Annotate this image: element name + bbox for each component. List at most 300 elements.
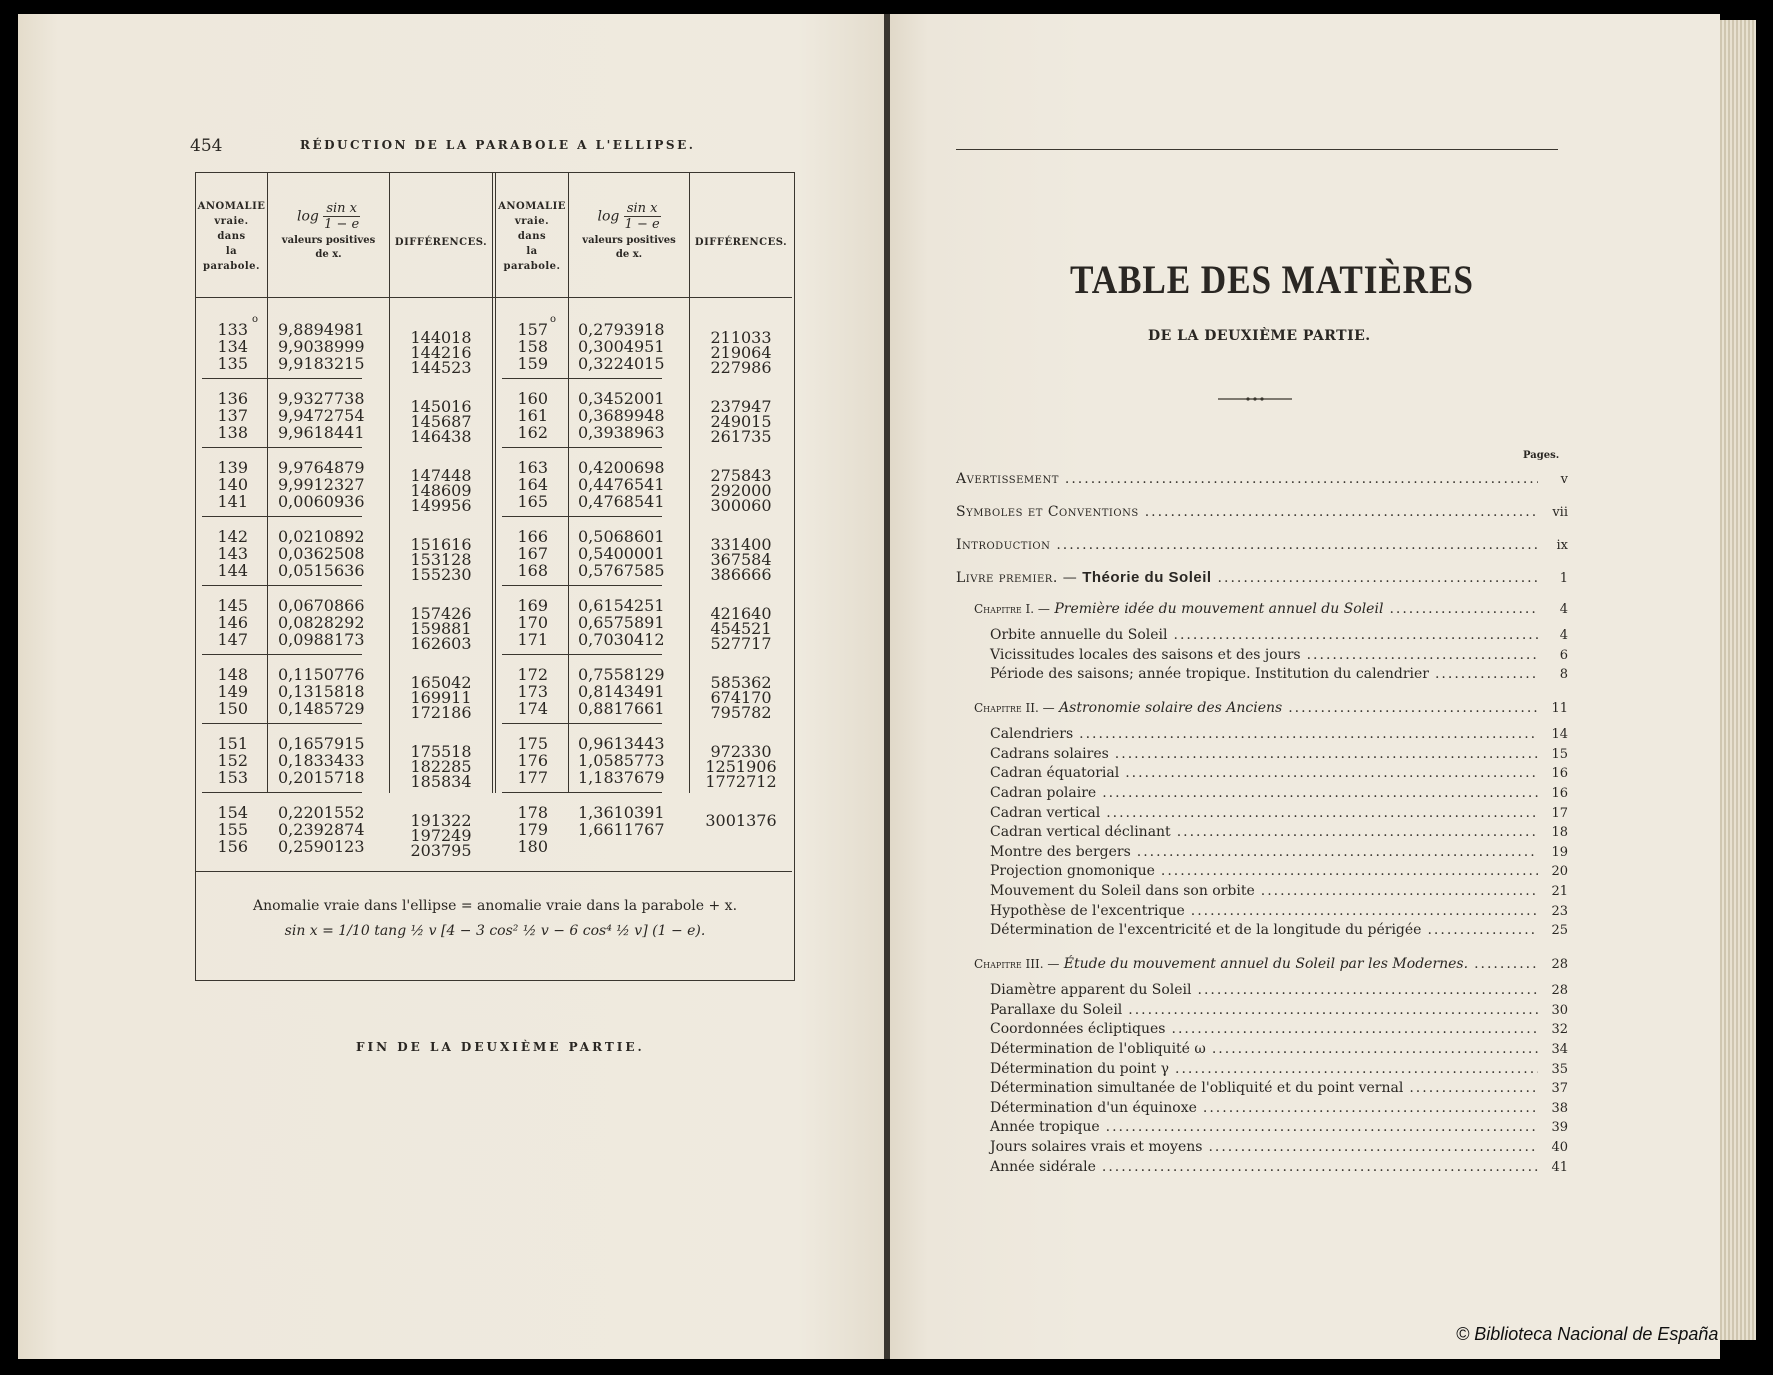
angle-cell: 159: [517, 354, 548, 373]
angle-cell: 161: [517, 406, 548, 425]
toc-entry-label: Période des saisons; année tropique. Institution du calendrier: [990, 666, 1429, 683]
anomalie-header-left: [196, 199, 267, 274]
log-subtitle: valeurs positives: [582, 235, 676, 246]
difference-cell: 153128: [410, 550, 472, 569]
toc-entry[interactable]: [990, 1000, 1568, 1020]
toc-entry-label: Année sidérale: [990, 1158, 1096, 1175]
dot-leader: [1208, 1137, 1538, 1157]
difference-cell: 191322: [410, 811, 472, 830]
log-value-cell: 0,4476541: [578, 475, 665, 494]
angle-cell: 153: [217, 768, 248, 787]
dot-leader: [1191, 901, 1538, 921]
block-rule: [202, 792, 362, 793]
difference-cell: 145687: [410, 412, 472, 431]
header-line: la: [225, 246, 238, 257]
toc-page-number: 4: [1559, 628, 1568, 643]
angle-cell: 175: [517, 734, 548, 753]
difference-cell: 972330: [710, 742, 772, 761]
toc-entry[interactable]: [990, 625, 1568, 645]
block-rule: [202, 378, 362, 379]
log-value-cell: 0,3689948: [578, 406, 665, 425]
toc-entry[interactable]: [990, 645, 1568, 665]
log-value-cell: 1,3610391: [578, 803, 665, 822]
difference-cell: 165042: [410, 673, 472, 692]
toc-page-number: 18: [1551, 825, 1568, 841]
toc-page-number: 30: [1551, 1002, 1568, 1018]
dot-leader: [1125, 763, 1538, 783]
angle-cell: 155: [217, 820, 248, 839]
dot-leader: [1106, 1117, 1538, 1137]
difference-cell: 249015: [710, 412, 772, 431]
log-value-cell: 0,3452001: [578, 389, 665, 408]
toc-page-number: 28: [1551, 957, 1568, 973]
toc-entry[interactable]: [956, 568, 1568, 588]
difference-cell: 300060: [710, 496, 772, 515]
ornament-icon: [1218, 397, 1292, 401]
angle-cell: 134: [217, 337, 248, 356]
log-value-cell: 0,7030412: [578, 630, 665, 649]
chapter-title: Étude du mouvement annuel du Soleil par les Modernes.: [1063, 956, 1469, 973]
log-value-cell: 0,4200698: [578, 458, 665, 477]
toc-page-number: 41: [1551, 1159, 1568, 1175]
block-rule: [502, 792, 662, 793]
table-rule: [568, 173, 569, 793]
log-value-cell: 9,9472754: [278, 406, 365, 425]
differences-header-left: DIFFÉRENCES.: [394, 237, 488, 248]
angle-cell: 171: [517, 630, 548, 649]
toc-entry[interactable]: [990, 783, 1568, 803]
toc-page-number: 34: [1551, 1042, 1568, 1057]
table-rule: [267, 173, 268, 793]
toc-entry[interactable]: [990, 803, 1568, 823]
log-value-cell: 9,9912327: [278, 475, 365, 494]
toc-entry[interactable]: [990, 1019, 1568, 1039]
block-rule: [202, 654, 362, 655]
chapter-number: Chapitre III. —: [974, 957, 1060, 972]
dot-leader: [1177, 822, 1538, 842]
difference-cell: 197249: [410, 826, 472, 845]
log-subtitle: valeurs positives: [281, 235, 376, 246]
toc-entry[interactable]: [956, 535, 1568, 555]
degree-mark-left: o: [252, 314, 259, 325]
difference-cell: 3001376: [705, 811, 777, 830]
toc-entry-label: [974, 599, 1383, 619]
dot-leader: [1288, 698, 1538, 718]
difference-cell: 275843: [710, 466, 772, 485]
dot-leader: [1389, 599, 1538, 619]
log-value-cell: 0,0515636: [278, 561, 365, 580]
log-value-cell: 0,0362508: [278, 544, 365, 563]
toc-page-number: 23: [1551, 903, 1568, 919]
toc-entry-label: Calendriers: [990, 726, 1074, 743]
fraction-numerator: sin x: [624, 201, 661, 217]
toc-entry-label: Détermination de l'obliquité ω: [990, 1041, 1206, 1057]
toc-entry-label: Introduction: [956, 537, 1051, 553]
toc-entry[interactable]: [990, 763, 1568, 783]
log-value-cell: 0,1150776: [278, 665, 365, 684]
header-line: la: [526, 246, 538, 257]
header-line: vraie.: [214, 216, 249, 227]
difference-cell: 227986: [710, 358, 772, 377]
reduction-table: [195, 172, 795, 981]
log-value-cell: 0,0060936: [278, 492, 365, 511]
toc-entry[interactable]: [990, 664, 1568, 684]
block-rule: [502, 654, 662, 655]
toc-entry[interactable]: [990, 901, 1568, 921]
log-value-cell: 0,5068601: [578, 527, 665, 546]
dot-leader: [1307, 645, 1538, 665]
log-value-cell: 0,1485729: [278, 699, 365, 718]
toc-page-number: 40: [1551, 1140, 1568, 1155]
log-value-cell: 9,8894981: [278, 320, 365, 339]
dot-leader: [1106, 803, 1538, 823]
log-value-cell: 0,1657915: [278, 734, 365, 753]
difference-cell: 148609: [410, 481, 472, 500]
angle-cell: 135: [217, 354, 248, 373]
log-value-cell: 1,0585773: [578, 751, 665, 770]
page-title: TABLE DES MATIÈRES: [1070, 257, 1474, 302]
dot-leader: [1102, 783, 1538, 803]
block-rule: [202, 585, 362, 586]
angle-cell: 136: [217, 389, 248, 408]
toc-entry[interactable]: [990, 842, 1568, 862]
chapter-title: Astronomie solaire des Anciens: [1059, 700, 1283, 717]
end-of-part: FIN DE LA DEUXIÈME PARTIE.: [356, 1040, 645, 1054]
block-rule: [502, 447, 662, 448]
toc-page-number: v: [1560, 472, 1568, 487]
log-value-cell: 9,9038999: [278, 337, 365, 356]
log-fraction: [323, 201, 360, 232]
difference-cell: 367584: [710, 550, 772, 569]
log-value-cell: 0,0210892: [278, 527, 365, 546]
book-label: Livre premier. —: [956, 570, 1078, 586]
angle-cell: 158: [517, 337, 548, 356]
toc-entry[interactable]: [974, 599, 1568, 619]
dot-leader: [1203, 1098, 1538, 1118]
log-value-cell: 0,5767585: [578, 561, 665, 580]
log-value-cell: 0,2590123: [278, 837, 365, 856]
toc-entry[interactable]: [990, 861, 1568, 881]
angle-cell: 133: [217, 320, 248, 339]
difference-cell: 454521: [710, 619, 772, 638]
dot-leader: [1056, 535, 1538, 555]
angle-cell: 172: [517, 665, 548, 684]
difference-cell: 147448: [410, 466, 472, 485]
difference-cell: 155230: [410, 565, 472, 584]
toc-entry[interactable]: [990, 881, 1568, 901]
angle-cell: 162: [517, 423, 548, 442]
angle-cell: 174: [517, 699, 548, 718]
toc-page-number: 39: [1551, 1120, 1568, 1136]
left-running-title: RÉDUCTION DE LA PARABOLE A L'ELLIPSE.: [300, 138, 696, 152]
toc-entry[interactable]: [990, 1117, 1568, 1137]
fraction-denominator: 1 − e: [324, 217, 360, 232]
log-value-cell: 0,0670866: [278, 596, 365, 615]
block-rule: [502, 516, 662, 517]
dot-leader: [1218, 568, 1538, 588]
angle-cell: 141: [217, 492, 248, 511]
dot-leader: [1212, 1039, 1538, 1059]
toc-page-number: 6: [1559, 647, 1568, 663]
angle-cell: 179: [517, 820, 548, 839]
page-subtitle: DE LA DEUXIÈME PARTIE.: [1148, 328, 1371, 344]
angle-cell: 146: [217, 613, 248, 632]
toc-entry-label: Détermination du point γ: [990, 1060, 1169, 1077]
block-rule: [202, 516, 362, 517]
angle-cell: 138: [217, 423, 248, 442]
toc-entry-label: Cadran polaire: [990, 785, 1097, 801]
toc-page-number: 16: [1551, 786, 1568, 801]
difference-cell: 144216: [410, 343, 472, 362]
dot-leader: [1198, 980, 1538, 1000]
toc-entry-label: Diamètre apparent du Soleil: [990, 982, 1192, 999]
difference-cell: 261735: [710, 427, 772, 446]
table-rule: [689, 173, 690, 793]
toc-page-number: 8: [1559, 667, 1568, 683]
toc-entry-label: Jours solaires vrais et moyens: [990, 1139, 1203, 1155]
log-header-left: [268, 201, 389, 262]
library-credit: © Biblioteca Nacional de España: [1456, 1324, 1719, 1344]
toc-page-number: 21: [1551, 884, 1568, 899]
angle-cell: 139: [217, 458, 248, 477]
table-footer-rule: [196, 871, 792, 872]
angle-cell: 160: [517, 389, 548, 408]
block-rule: [202, 447, 362, 448]
log-value-cell: 1,1837679: [578, 768, 665, 787]
header-line: vraie.: [514, 216, 550, 227]
chapter-number: Chapitre II. —: [974, 701, 1055, 716]
angle-cell: 151: [217, 734, 248, 753]
toc-entry-label: Orbite annuelle du Soleil: [990, 627, 1168, 643]
toc-entry[interactable]: [990, 724, 1568, 744]
dot-leader: [1409, 1078, 1538, 1098]
toc-entry[interactable]: [990, 920, 1568, 940]
log-label: log: [597, 208, 620, 225]
log-value-cell: 9,9618441: [278, 423, 365, 442]
log-value-cell: 1,6611767: [578, 820, 665, 839]
header-line: parabole.: [202, 261, 261, 272]
log-value-cell: 0,2793918: [578, 320, 665, 339]
difference-cell: 795782: [710, 703, 772, 722]
log-value-cell: 0,1833433: [278, 751, 365, 770]
toc-page-number: 15: [1551, 746, 1568, 762]
angle-cell: 163: [517, 458, 548, 477]
angle-cell: 169: [517, 596, 548, 615]
top-rule: [956, 149, 1558, 150]
log-value-cell: 0,3938963: [578, 423, 665, 442]
toc-entry-label: Vicissitudes locales des saisons et des jours: [990, 646, 1301, 663]
page-edges: [1720, 20, 1756, 1340]
chapter-title: Première idée du mouvement annuel du Soleil: [1054, 601, 1384, 617]
toc-entry[interactable]: [990, 1039, 1568, 1059]
log-value-cell: 9,9183215: [278, 354, 365, 373]
angle-cell: 178: [517, 803, 548, 822]
difference-cell: 144523: [410, 358, 472, 377]
angle-cell: 168: [517, 561, 548, 580]
table-footnote-1: Anomalie vraie dans l'ellipse = anomalie vraie dans la parabole + x.: [252, 898, 738, 914]
toc-entry[interactable]: [990, 1078, 1568, 1098]
dot-leader: [1427, 920, 1538, 940]
angle-cell: 180: [517, 837, 548, 856]
header-line: ANOMALIE: [498, 201, 566, 212]
dot-leader: [1115, 744, 1538, 764]
table-rule: [492, 173, 493, 793]
toc-entry-label: Cadran vertical déclinant: [990, 824, 1171, 841]
difference-cell: 386666: [710, 565, 772, 584]
difference-cell: 219064: [710, 343, 772, 362]
toc-entry-label: [956, 568, 1212, 588]
toc-entry[interactable]: [974, 954, 1568, 974]
dot-leader: [1261, 881, 1538, 901]
difference-cell: 144018: [410, 328, 472, 347]
toc-page-number: 17: [1551, 805, 1568, 821]
log-value-cell: 0,7558129: [578, 665, 665, 684]
log-value-cell: 9,9764879: [278, 458, 365, 477]
log-value-cell: 0,3004951: [578, 337, 665, 356]
toc-page-number: 16: [1551, 766, 1568, 782]
toc-page-number: 20: [1551, 864, 1568, 880]
block-rule: [502, 723, 662, 724]
book-title: Théorie du Soleil: [1082, 569, 1212, 586]
degree-mark-right: o: [550, 314, 557, 325]
chapter-number: Chapitre I. —: [974, 602, 1050, 616]
toc-entry-label: Avertissement: [956, 471, 1059, 487]
toc-page-number: 25: [1551, 923, 1568, 939]
toc-page-number: 37: [1551, 1081, 1568, 1097]
angle-cell: 165: [517, 492, 548, 511]
angle-cell: 145: [217, 596, 248, 615]
angle-cell: 140: [217, 475, 248, 494]
dot-leader: [1474, 954, 1538, 974]
dot-leader: [1065, 469, 1538, 489]
difference-cell: 145016: [410, 397, 472, 416]
toc-entry-label: Montre des bergers: [990, 843, 1131, 860]
angle-cell: 152: [217, 751, 248, 770]
angle-cell: 176: [517, 751, 548, 770]
angle-cell: 143: [217, 544, 248, 563]
angle-cell: 144: [217, 561, 248, 580]
angle-cell: 147: [217, 630, 248, 649]
block-rule: [502, 378, 662, 379]
toc-entry[interactable]: [990, 1098, 1568, 1118]
pages-column-label: Pages.: [1523, 450, 1560, 461]
difference-cell: 237947: [710, 397, 772, 416]
dot-leader: [1161, 861, 1538, 881]
difference-cell: 175518: [410, 742, 472, 761]
header-line: dans: [517, 231, 547, 242]
differences-header-right: DIFFÉRENCES.: [694, 237, 788, 248]
angle-cell: 150: [217, 699, 248, 718]
toc-entry[interactable]: [990, 1157, 1568, 1177]
dot-leader: [1137, 842, 1538, 862]
toc-entry[interactable]: [974, 698, 1568, 718]
difference-cell: 151616: [410, 535, 472, 554]
fraction-denominator: 1 − e: [624, 217, 660, 232]
difference-cell: 292000: [710, 481, 772, 500]
difference-cell: 585362: [710, 673, 772, 692]
dot-leader: [1128, 1000, 1538, 1020]
angle-cell: 149: [217, 682, 248, 701]
difference-cell: 182285: [410, 757, 472, 776]
toc-entry-label: Cadran équatorial: [990, 765, 1120, 782]
difference-cell: 1772712: [705, 772, 777, 791]
angle-cell: 156: [217, 837, 248, 856]
toc-entry[interactable]: [990, 822, 1568, 842]
dot-leader: [1145, 502, 1538, 522]
toc-page-number: 38: [1551, 1100, 1568, 1116]
header-line: parabole.: [503, 261, 561, 272]
difference-cell: 527717: [710, 634, 772, 653]
difference-cell: 146438: [410, 427, 472, 446]
toc-page-number: 11: [1551, 701, 1568, 717]
toc-page-number: 4: [1559, 602, 1568, 617]
difference-cell: 211033: [710, 328, 772, 347]
difference-cell: 421640: [710, 604, 772, 623]
toc-entry-label: [974, 698, 1282, 718]
toc-entry[interactable]: [990, 980, 1568, 1000]
difference-cell: 185834: [410, 772, 472, 791]
toc-entry[interactable]: [956, 502, 1568, 522]
table-rule: [389, 173, 390, 285]
fraction-numerator: sin x: [323, 201, 360, 217]
log-value-cell: 0,0988173: [278, 630, 365, 649]
dot-leader: [1102, 1157, 1538, 1177]
difference-cell: 149956: [410, 496, 472, 515]
toc-entry[interactable]: [990, 1059, 1568, 1079]
left-page-number: 454: [190, 136, 223, 156]
angle-cell: 157: [517, 320, 548, 339]
angle-cell: 166: [517, 527, 548, 546]
log-value-cell: 9,9327738: [278, 389, 365, 408]
table-footnote-2: sin x = 1/10 tang ½ v [4 − 3 cos² ½ v − 6 cos⁴ ½ v] (1 − e).: [284, 923, 706, 939]
header-line: dans: [217, 231, 246, 242]
toc-entry-label: Détermination d'un équinoxe: [990, 1099, 1197, 1116]
angle-cell: 173: [517, 682, 548, 701]
log-value-cell: 0,6154251: [578, 596, 665, 615]
difference-cell: 203795: [410, 841, 472, 860]
difference-cell: 172186: [410, 703, 472, 722]
toc-entry-label: Symboles et Conventions: [956, 504, 1139, 520]
toc-entry-label: Cadrans solaires: [990, 745, 1109, 762]
table-rule: [389, 283, 390, 793]
log-value-cell: 0,3224015: [578, 354, 665, 373]
difference-cell: 674170: [710, 688, 772, 707]
toc-entry[interactable]: [956, 469, 1568, 489]
toc-entry-label: Hypothèse de l'excentrique: [990, 902, 1185, 919]
book-gutter: [884, 14, 890, 1359]
log-value-cell: 0,2201552: [278, 803, 365, 822]
difference-cell: 1251906: [705, 757, 777, 776]
log-value-cell: 0,1315818: [278, 682, 365, 701]
difference-cell: 157426: [410, 604, 472, 623]
toc-page-number: ix: [1556, 538, 1568, 553]
toc-entry[interactable]: [990, 1137, 1568, 1157]
log-value-cell: 0,2392874: [278, 820, 365, 839]
log-value-cell: 0,8817661: [578, 699, 665, 718]
angle-cell: 167: [517, 544, 548, 563]
dot-leader: [1174, 625, 1538, 645]
difference-cell: 159881: [410, 619, 472, 638]
log-value-cell: 0,4768541: [578, 492, 665, 511]
toc-entry[interactable]: [990, 744, 1568, 764]
difference-cell: 162603: [410, 634, 472, 653]
toc-page-number: 19: [1551, 844, 1568, 860]
dot-leader: [1435, 664, 1538, 684]
angle-cell: 177: [517, 768, 548, 787]
dot-leader: [1079, 724, 1538, 744]
angle-cell: 164: [517, 475, 548, 494]
toc-page-number: 1: [1559, 571, 1568, 586]
